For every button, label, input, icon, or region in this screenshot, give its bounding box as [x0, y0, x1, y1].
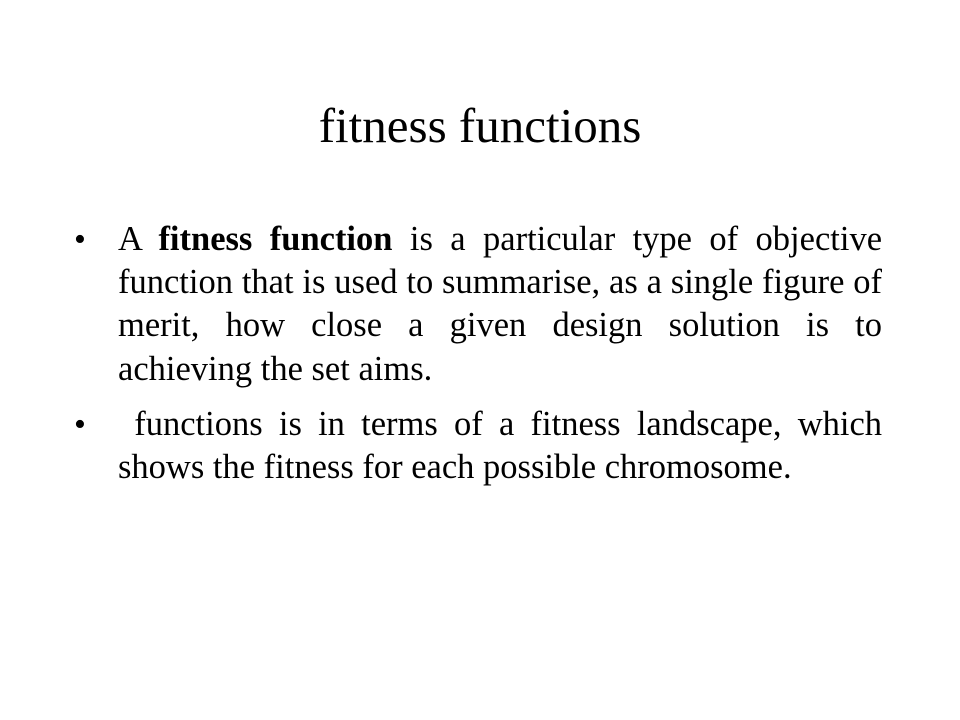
bullet-icon: •: [74, 405, 86, 443]
bold-term: fitness function: [158, 220, 393, 258]
bullet-list: [74, 218, 891, 501]
bullet-item-1: [74, 218, 882, 391]
bullet-lead-text: A: [118, 220, 159, 258]
bullet-text-1: [118, 218, 882, 391]
bullet-text-2: functions is in terms of a fitness landscape, which shows the fitness for each possible chromosome.: [118, 404, 891, 487]
bullet-item-2: [74, 403, 891, 489]
bullet-rest-text: is a particular type of objective function that is used to summarise, as a single figure of merit, how close a given design solution is to achieving the set aims.: [118, 220, 883, 388]
bullet-icon: •: [74, 221, 86, 258]
slide-title: fitness functions: [318, 98, 642, 153]
